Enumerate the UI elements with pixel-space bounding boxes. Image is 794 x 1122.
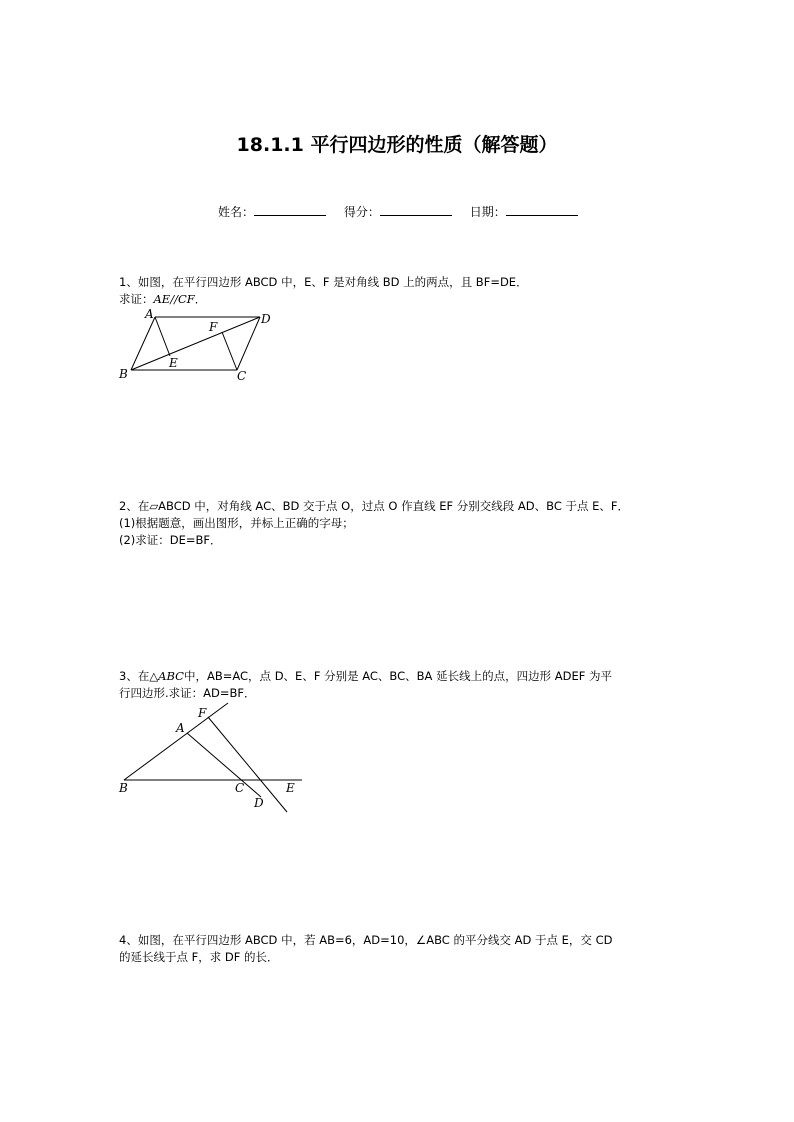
question-1-text: 1、如图，在平行四边形 ABCD 中，E、F 是对角线 BD 上的两点，且 BF=DE． xyxy=(119,275,528,289)
q1-label-c: C xyxy=(237,369,247,383)
q1-label-a: A xyxy=(145,307,154,321)
q3-label-a: A xyxy=(176,721,185,735)
prove-prefix: 求证： xyxy=(119,292,154,306)
q3-label-b: B xyxy=(119,781,128,795)
q1-label-e: E xyxy=(169,356,178,370)
q3-label-c: C xyxy=(235,781,245,795)
question-4 xyxy=(119,932,612,966)
q3-label-e: E xyxy=(286,781,295,795)
q1-label-f: F xyxy=(209,320,218,334)
q3-line-ad xyxy=(187,733,261,797)
q1-label-d: D xyxy=(261,312,271,326)
question-2-part-2: (2)求证：DE=BF． xyxy=(119,533,222,547)
q3-line-fe xyxy=(208,717,287,812)
question-4-text: 4、如图，在平行四边形 ABCD 中，若 AB=6，AD=10，∠ABC 的平分线交 AD 于点 E，交 CD xyxy=(119,933,613,947)
question-4-text-2: 的延长线于点 F，求 DF 的长． xyxy=(119,950,279,964)
question-3-text: 3、在△ABC中，AB=AC，点 D、E、F 分别是 AC、BC、BA 延长线上的点，四边形 ADEF 为平 xyxy=(119,669,612,683)
prove-suffix: ． xyxy=(194,292,207,306)
date-label: 日期： xyxy=(469,205,506,219)
question-2-text: 2、在▱ABCD 中，对角线 AC、BD 交于点 O，过点 O 作直线 EF 分别交线段 AD、BC 于点 E、F． xyxy=(119,499,630,513)
q3-label-d: D xyxy=(254,796,264,810)
name-label: 姓名： xyxy=(218,205,255,219)
q3-line-bf xyxy=(124,703,228,780)
q1-label-b: B xyxy=(119,367,128,381)
question-2-part-1: (1)根据题意，画出图形，并标上正确的字母； xyxy=(119,516,354,530)
triangle-name: ABC xyxy=(158,669,184,683)
question-3-text-2: 行四边形.求证：AD=BF． xyxy=(119,686,256,700)
q3-label-f: F xyxy=(198,706,207,720)
prove-math: AE//CF xyxy=(153,292,195,306)
score-label: 得分： xyxy=(343,205,380,219)
page-title: 18.1.1 平行四边形的性质（解答题） xyxy=(236,134,558,156)
